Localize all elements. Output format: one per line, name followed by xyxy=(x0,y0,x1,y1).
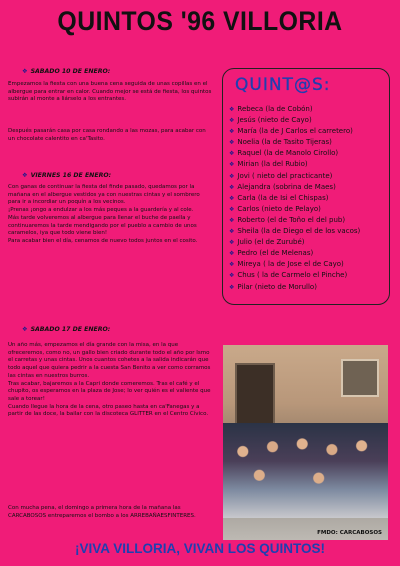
diamond-bullet-icon: ❖ xyxy=(229,150,235,158)
list-item: ❖ Mirian (la del Rubio) xyxy=(229,160,308,169)
diamond-bullet-icon: ❖ xyxy=(229,128,235,136)
members-list xyxy=(229,104,360,293)
box-title: QUINT@S: xyxy=(235,75,331,95)
list-item: ❖ Carlos (nieto de Pelayo) xyxy=(229,204,321,213)
list-item: ❖ Sheila (la de Diego el de los vacos) xyxy=(229,227,361,236)
diamond-bullet-icon: ❖ xyxy=(229,228,235,236)
diamond-bullet-icon: ❖ xyxy=(22,172,28,179)
footer-slogan: ¡VIVA VILLORIA, VIVAN LOS QUINTOS! xyxy=(74,541,325,556)
section-paragraph: Después pasarán casa por casa rondando a las mozas, para acabar con un chocolate calentito en ca'Tasito. xyxy=(8,128,206,142)
page-title: QUINTOS '96 VILLORIA xyxy=(57,6,343,36)
list-item: ❖ Jovi ( nieto del practicante) xyxy=(229,171,333,180)
diamond-bullet-icon: ❖ xyxy=(22,326,28,333)
photo-window xyxy=(341,359,379,397)
diamond-bullet-icon: ❖ xyxy=(229,139,235,147)
list-item: ❖ Pilar (nieto de Morullo) xyxy=(229,282,317,291)
diamond-bullet-icon: ❖ xyxy=(229,261,235,269)
diamond-bullet-icon: ❖ xyxy=(229,172,235,180)
diamond-bullet-icon: ❖ xyxy=(229,194,235,202)
quintos-box xyxy=(222,68,390,305)
diamond-bullet-icon: ❖ xyxy=(229,161,235,169)
diamond-bullet-icon: ❖ xyxy=(229,205,235,213)
list-item: ❖ Chus ( la de Carmelo el Pinche) xyxy=(229,271,348,280)
list-item: ❖ Mireya ( la de Jose el de Cayo) xyxy=(229,260,344,269)
group-photo xyxy=(223,345,388,540)
section-paragraph: Con mucha pena, el domingo a primera hora de la mañana las CARCABOSOS entreparemos el bombo a los ARREBAÑAESFINTERES. xyxy=(8,505,196,519)
diamond-bullet-icon: ❖ xyxy=(229,106,235,113)
list-item: ❖ Alejandra (sobrina de Maes) xyxy=(229,182,336,191)
section-heading-viernes-16: ❖ VIERNES 16 DE ENERO: xyxy=(22,172,112,179)
section-paragraph: Un año más, empezamos el día grande con la misa, en la que ofreceremos, como no, un gallo bien criado durante todo el año por Ismo el carretas y unas cintas. Unos cuantos cohetes a la salida indicarán que todo aquel que quiera pedrir a la cuesta San Benito a ver como corramos las cintas en nuestros burros. Tras acabar, bajaremos a la Capri donde comeremos. Tras el café y el chupito, os esperamos en la plaza de Jose; lo ver quién es el valiente que sale a torear! Cuando llegue la hora de la cena, otro paseo hasta en ca'Fanegas y a partir de las doce, la bailar con la discoteca GLITTER en el Centro Cívico. xyxy=(8,342,211,418)
list-item: ❖ Noelia (la de Tasito Tijeras) xyxy=(229,138,332,147)
diamond-bullet-icon: ❖ xyxy=(229,117,235,125)
list-item: ❖ Julio (el de Zurubé) xyxy=(229,238,305,247)
diamond-bullet-icon: ❖ xyxy=(229,239,235,247)
section-paragraph: Con ganas de continuar la fiesta del finde pasado, quedamos por la mañana en el albergue vestidos ya con nuestras cintas y el sombrero para ir a incordiar un poquín a los vecinos. ¡Prenas ¡ongo a endulzar a los más peques a la guardería y al cole. Más tarde volveremos al albergue para llenar el buche de paella y continuaremos la tarde mendigando por el pueblo a cambio de unos caramelos, iya que todo viene bien! Para acabar bien el día, cenamos de nuevo todos juntos en el cosito. xyxy=(8,184,200,244)
photo-crowd xyxy=(223,423,388,518)
list-item: ❖ María (la de J Carlos el carretero) xyxy=(229,127,353,136)
list-item: ❖ Jesús (nieto de Cayo) xyxy=(229,116,312,125)
list-item: ❖ Roberto (el de Toño el del pub) xyxy=(229,215,346,224)
diamond-bullet-icon: ❖ xyxy=(229,183,235,191)
section-paragraph: Empezamos la fiesta con una buena cena seguida de unas copillas en el albergue para entrar en calor. Cuando mejor se está de fiesta, los quintos subirán al monte a liárselo a los entrantes. xyxy=(8,81,212,103)
list-item: ❖ Raquel (la de Manolo Cirollo) xyxy=(229,149,339,158)
list-item: ❖ Carla (la de Isi el Chispas) xyxy=(229,193,329,202)
list-item: ❖ Rebeca (la de Cobón) xyxy=(229,105,313,113)
list-item: ❖ Pedro (el de Melenas) xyxy=(229,249,314,258)
diamond-bullet-icon: ❖ xyxy=(229,216,235,224)
section-heading-sabado-10: ❖ SABADO 10 DE ENERO: xyxy=(22,68,111,75)
diamond-bullet-icon: ❖ xyxy=(22,68,28,75)
section-heading-sabado-17: ❖ SABADO 17 DE ENERO: xyxy=(22,326,111,333)
diamond-bullet-icon: ❖ xyxy=(229,272,235,280)
diamond-bullet-icon: ❖ xyxy=(229,250,235,258)
diamond-bullet-icon: ❖ xyxy=(229,283,235,291)
photo-credit: FMDO: CARCABOSOS xyxy=(317,530,382,536)
